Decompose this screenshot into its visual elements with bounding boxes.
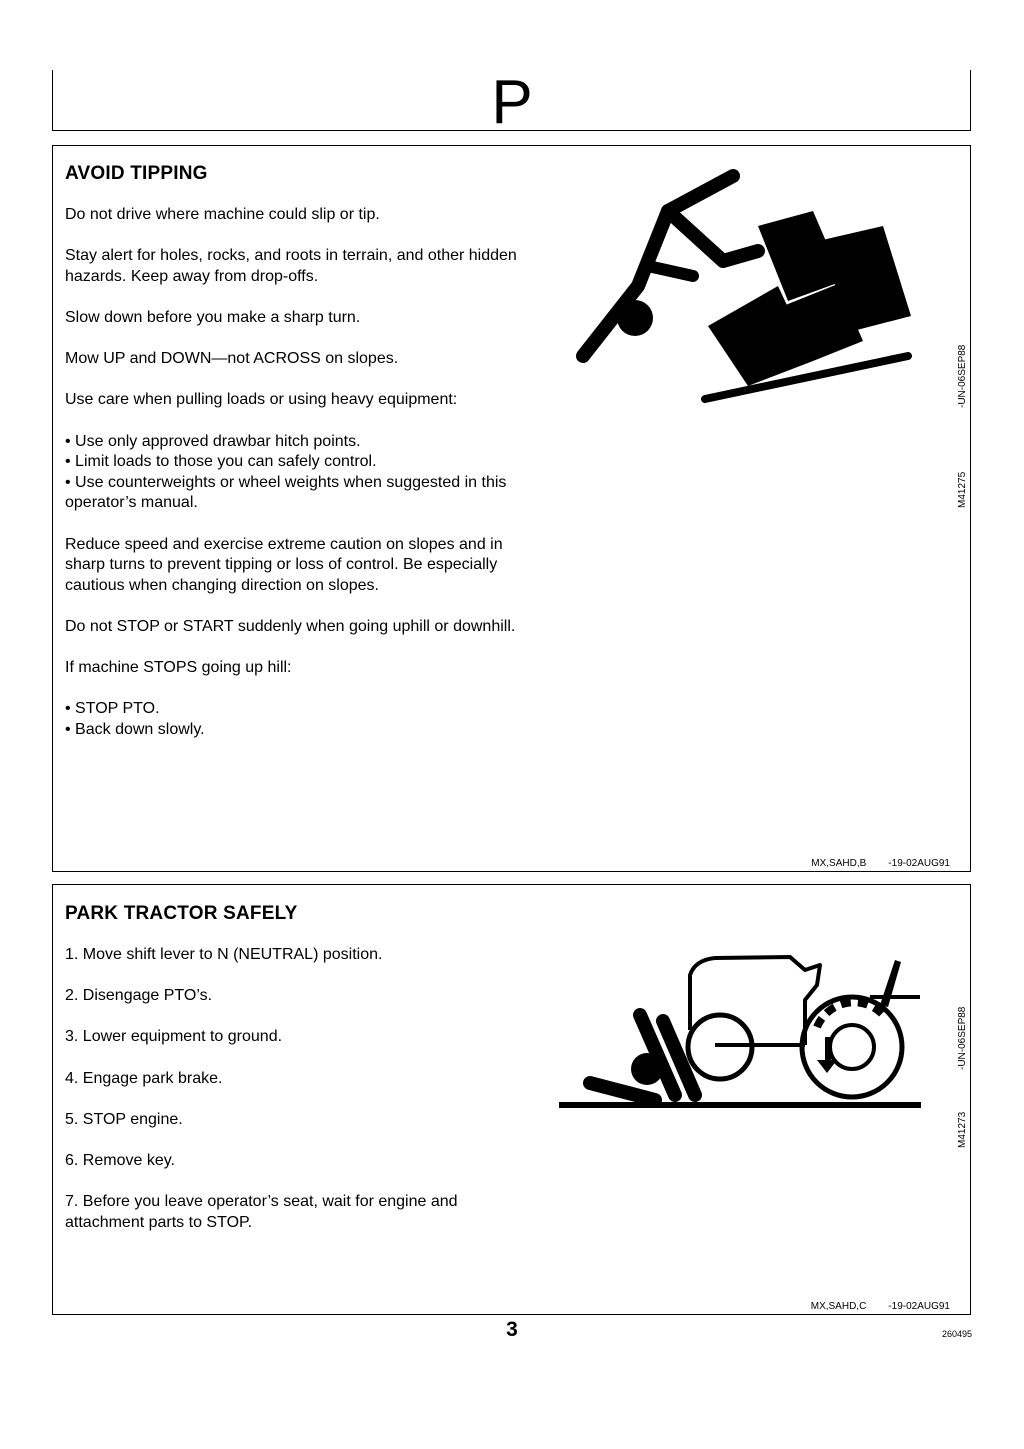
bullet-item: • Back down slowly. — [65, 720, 205, 738]
paragraph: Do not STOP or START suddenly when going uphill or downhill. — [65, 617, 516, 635]
section-avoid-tipping — [52, 145, 971, 872]
paragraph: Reduce speed and exercise extreme caution on slopes and in sharp turns to prevent tipping or loss of control. Be especially cautious when changing direction on slopes. — [65, 535, 503, 594]
step-item: 2. Disengage PTO’s. — [65, 987, 213, 1005]
figure-date-code: -UN-06SEP88 — [957, 1006, 968, 1070]
section-title: AVOID TIPPING — [65, 163, 208, 184]
page-number: 3 — [506, 1318, 518, 1341]
parked-tractor-icon — [555, 945, 925, 1110]
bullet-item: • Limit loads to those you can safely control. — [65, 453, 377, 471]
figure-code: M41275 — [957, 471, 968, 508]
section-title: PARK TRACTOR SAFELY — [65, 903, 298, 924]
doc-code: MX,SAHD,C — [810, 1301, 867, 1312]
doc-code: MX,SAHD,B — [811, 858, 867, 869]
section-letter: P — [491, 68, 533, 137]
figure-code: M41273 — [957, 1111, 968, 1148]
paragraph: Use care when pulling loads or using heavy equipment: — [65, 391, 458, 409]
paragraph: Stay alert for holes, rocks, and roots in terrain, and other hidden hazards. Keep away from drop-offs. — [65, 247, 517, 285]
section-footer-code — [811, 858, 950, 869]
paragraph: Mow UP and DOWN—not ACROSS on slopes. — [65, 350, 399, 368]
tipping-tractor-icon — [573, 166, 918, 411]
section-footer-code — [811, 1301, 950, 1312]
section-body — [65, 945, 525, 1254]
section-body — [65, 205, 525, 740]
step-item: 3. Lower equipment to ground. — [65, 1028, 283, 1046]
figure-date-code: -UN-06SEP88 — [957, 344, 968, 408]
step-item: 1. Move shift lever to N (NEUTRAL) position. — [65, 946, 383, 963]
paragraph: Do not drive where machine could slip or tip. — [65, 206, 380, 223]
step-item: 7. Before you leave operator’s seat, wait for engine and attachment parts to STOP. — [65, 1193, 458, 1231]
step-item: 4. Engage park brake. — [65, 1069, 223, 1087]
document-code: 260495 — [941, 1329, 972, 1339]
bullet-item: • Use only approved drawbar hitch points. — [65, 432, 361, 450]
doc-date: -19-02AUG91 — [888, 1301, 950, 1312]
bullet-item: • Use counterweights or wheel weights when suggested in this operator’s manual. — [65, 473, 507, 512]
doc-date: -19-02AUG91 — [888, 858, 950, 869]
bullet-item: • STOP PTO. — [65, 700, 160, 718]
section-park-tractor-safely — [52, 884, 971, 1315]
paragraph: If machine STOPS going up hill: — [65, 659, 292, 677]
paragraph: Slow down before you make a sharp turn. — [65, 308, 361, 326]
step-item: 6. Remove key. — [65, 1151, 175, 1169]
step-item: 5. STOP engine. — [65, 1110, 183, 1128]
